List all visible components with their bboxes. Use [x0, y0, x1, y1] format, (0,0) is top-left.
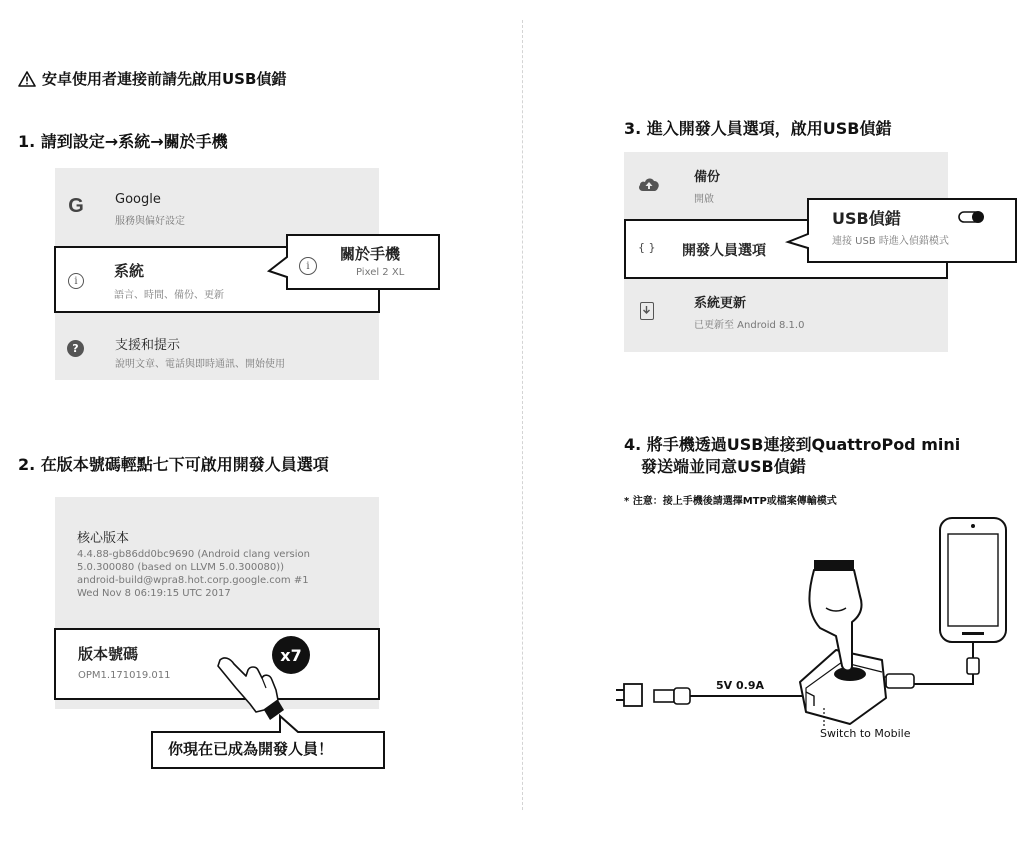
step4-heading: [624, 434, 960, 478]
google-row-title: Google: [115, 192, 161, 207]
dev-brace-icon: { }: [638, 241, 656, 254]
system-update-icon: [640, 302, 654, 320]
info-icon: i: [68, 273, 84, 289]
build-number-title: 版本號碼: [78, 645, 139, 663]
update-row-title: 系統更新: [694, 296, 747, 311]
svg-text:G: G: [68, 195, 84, 216]
kernel-title: 核心版本: [77, 531, 130, 546]
step2-heading: 2. 在版本號碼輕點七下可啟用開發人員選項: [18, 455, 329, 474]
support-row-title: 支援和提示: [115, 338, 181, 353]
result-text: 你現在已成為開發人員！: [168, 740, 334, 758]
kernel-line-4: Wed Nov 8 06:19:15 UTC 2017: [77, 588, 231, 599]
cloud-upload-icon: [638, 176, 660, 192]
tap-count-badge: x7: [272, 636, 310, 674]
backup-row-subtitle: 開啟: [694, 194, 714, 205]
step1-heading: 1. 請到設定→系統→關於手機: [18, 132, 228, 151]
step4-heading-line2: 發送端並同意USB偵錯: [641, 457, 806, 476]
build-number-value: OPM1.171019.011: [78, 670, 171, 681]
usb-debug-toggle[interactable]: [958, 209, 986, 223]
step4-heading-line1: 4. 將手機透過USB連接到QuattroPod mini: [624, 435, 961, 454]
warning-text: 安卓使用者連接前請先啟用USB偵錯: [42, 70, 287, 88]
usb-debug-title: USB偵錯: [832, 209, 901, 228]
system-row-subtitle: 語言、時間、備份、更新: [114, 290, 224, 301]
warning-heading: [18, 68, 286, 89]
support-row-subtitle: 說明文章、電話與即時通訊、開始使用: [115, 359, 285, 370]
step3-heading: 3. 進入開發人員選項，啟用USB偵錯: [624, 119, 892, 138]
developer-options-title: 開發人員選項: [682, 243, 766, 259]
google-row-subtitle: 服務與偏好設定: [115, 216, 185, 227]
warning-icon: [18, 71, 36, 87]
power-plug-icon: [616, 684, 690, 706]
update-row-subtitle: 已更新至 Android 8.1.0: [694, 320, 805, 331]
mtp-note: * 注意：接上手機後請選擇MTP或檔案傳輸模式: [624, 496, 837, 507]
about-callout-subtitle: Pixel 2 XL: [356, 267, 405, 278]
kernel-line-1: 4.4.88-gb86dd0bc9690 (Android clang version: [77, 549, 311, 560]
power-label: 5V 0.9A: [716, 679, 764, 692]
usb-debug-subtitle: 連接 USB 時進入偵錯模式: [832, 236, 949, 247]
backup-row-title: 備份: [694, 170, 721, 185]
about-info-icon: i: [299, 257, 317, 275]
system-row-title: 系統: [114, 262, 145, 280]
kernel-line-2: 5.0.300080 (based on LLVM 5.0.300080)): [77, 562, 285, 573]
column-divider: [522, 20, 523, 810]
about-callout-title[interactable]: 關於手機: [340, 245, 401, 263]
connection-diagram: [610, 512, 1020, 752]
switch-to-mobile-label: Switch to Mobile: [820, 727, 911, 740]
phone-icon: [940, 518, 1006, 642]
kernel-line-3: android-build@wpra8.hot.corp.google.com #1: [77, 575, 309, 586]
google-icon: [65, 194, 87, 216]
help-icon: ?: [67, 340, 84, 357]
